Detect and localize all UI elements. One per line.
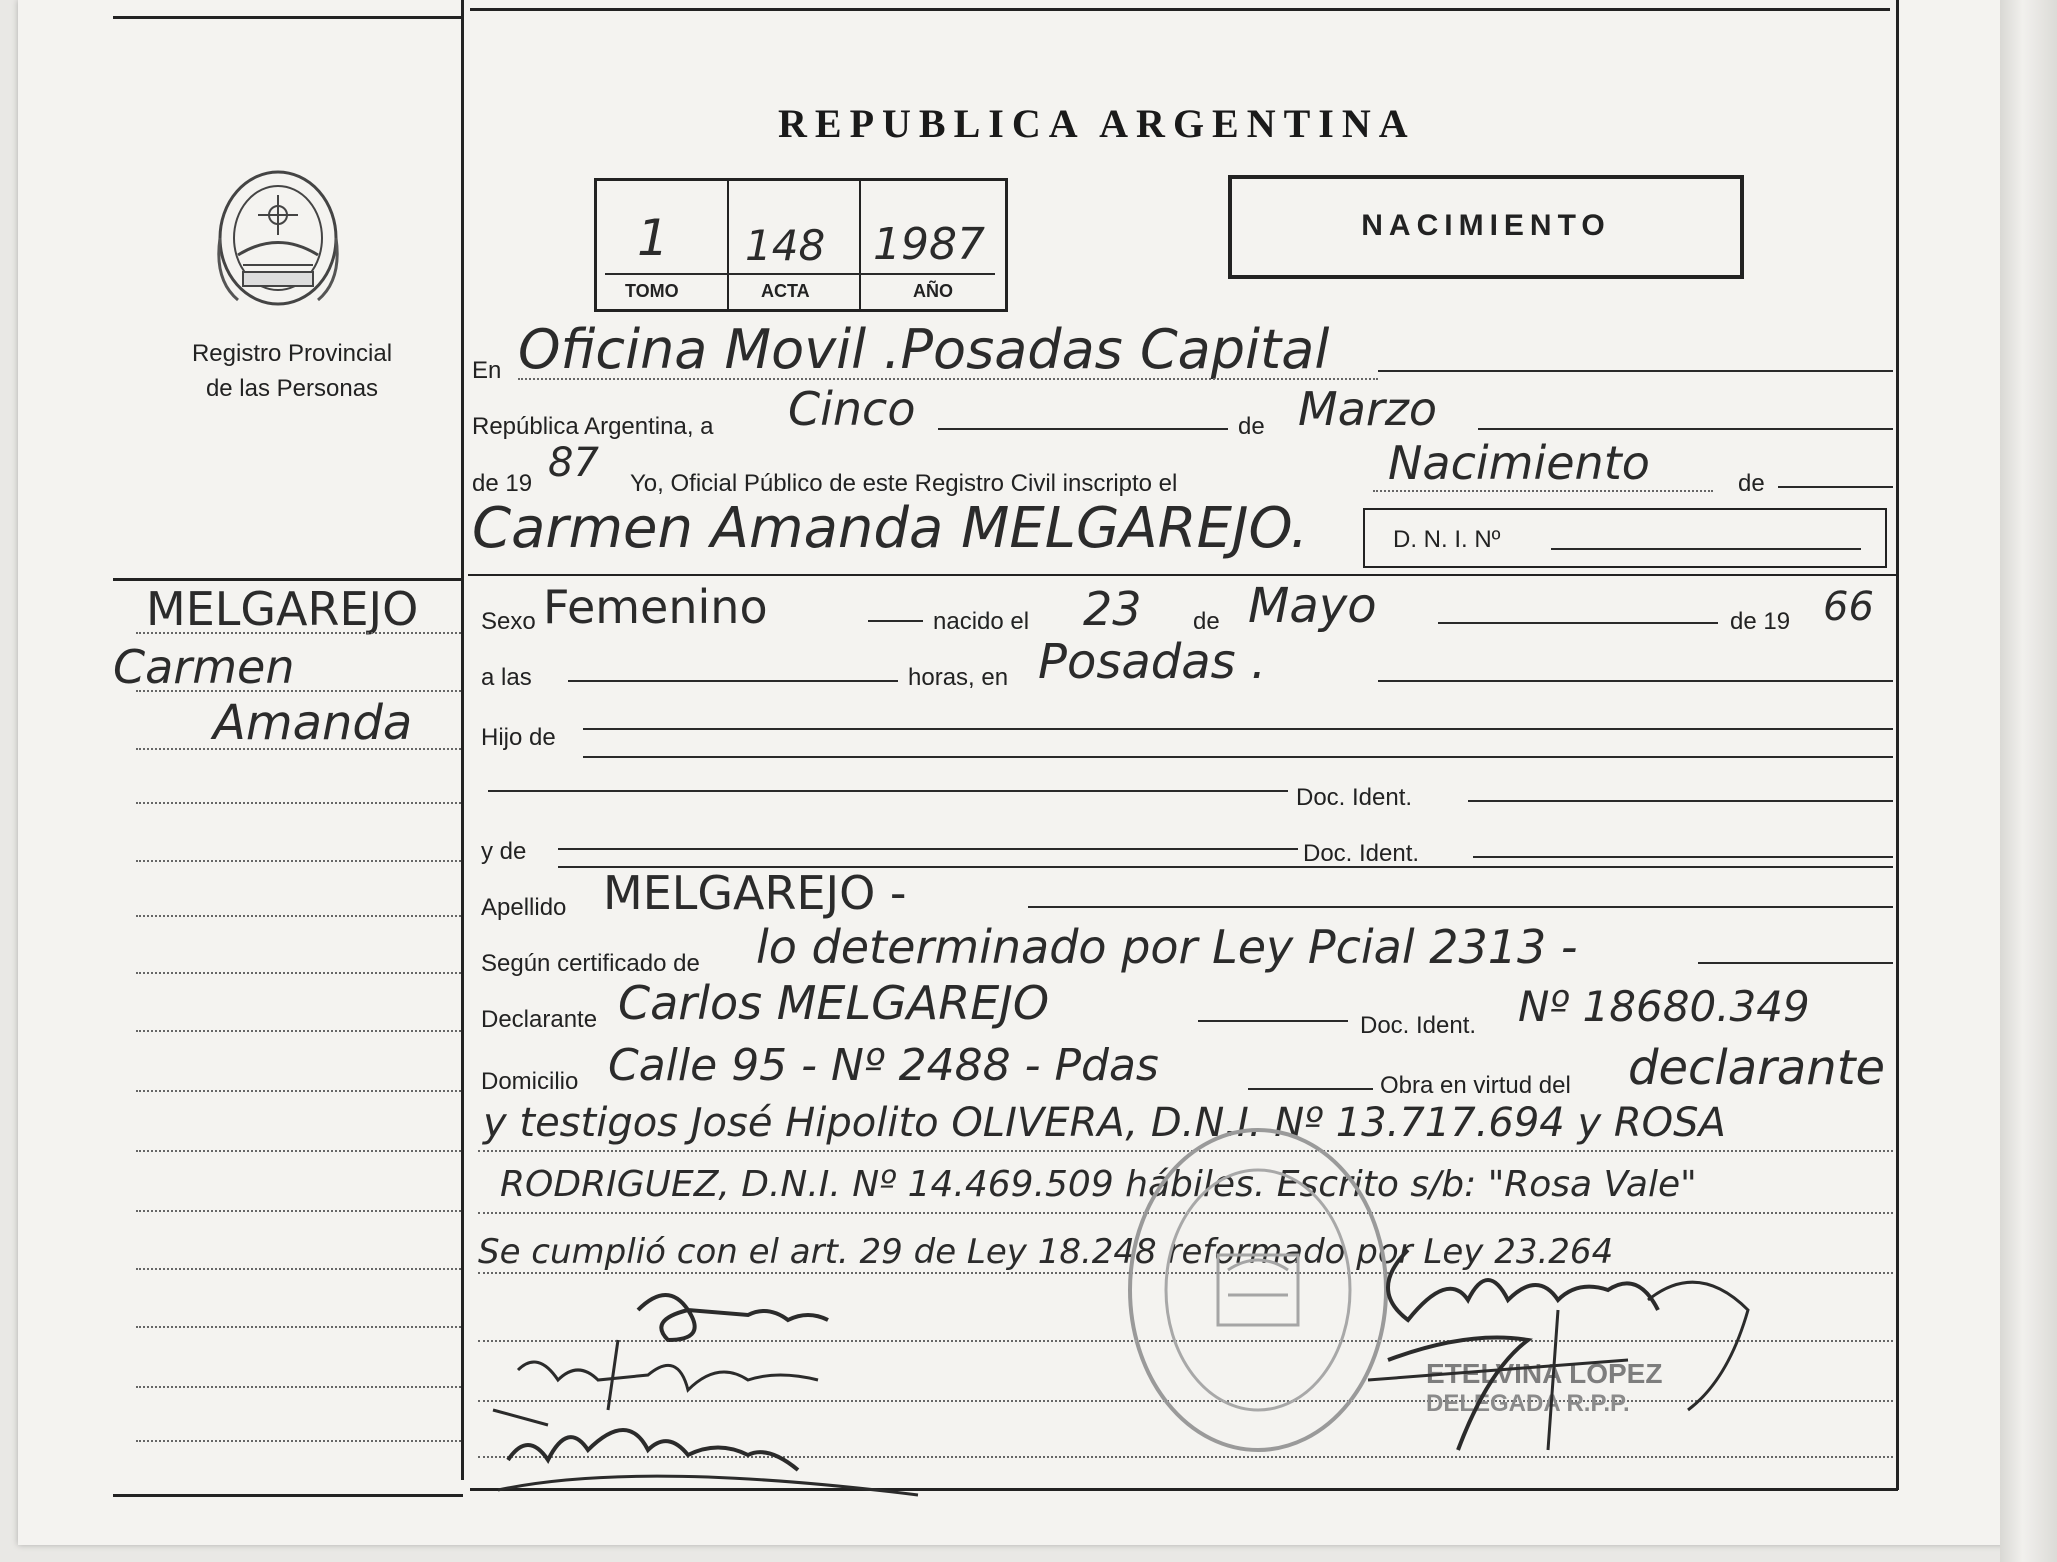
doc-ident-label-1: Doc. Ident.	[1296, 784, 1413, 811]
official-signature-icon	[1348, 1210, 1768, 1470]
day-written: Cinco	[788, 382, 916, 436]
registry-name-line1: Registro Provincial	[191, 340, 393, 367]
tomo-label: TOMO	[625, 281, 679, 301]
province-seal-icon	[208, 160, 348, 315]
official-stamp-title: DELEGADA R.P.P.	[1426, 1390, 1630, 1417]
sexo-label: Sexo	[481, 608, 536, 635]
a-las-label: a las	[481, 664, 532, 691]
year-prefix: de 19	[472, 470, 533, 497]
event-value: Nacimiento	[1388, 436, 1650, 490]
acta-label: ACTA	[761, 281, 810, 301]
place-value: Oficina Movil .Posadas Capital	[518, 318, 1330, 381]
obra-label: Obra en virtud del	[1380, 1072, 1571, 1099]
page-title: REPUBLICA ARGENTINA	[778, 101, 1416, 146]
sexo-value: Femenino	[543, 580, 768, 634]
margin-first-name: Carmen	[113, 640, 295, 694]
right-border	[1896, 0, 1899, 1490]
ano-value: 1987	[873, 219, 985, 270]
de-label-1: de	[1238, 413, 1265, 440]
declarante-label: Declarante	[481, 1006, 598, 1033]
de-label-2: de	[1738, 470, 1765, 497]
birth-year-suffix: 66	[1823, 584, 1874, 630]
top-rule-right	[470, 8, 1890, 11]
birth-place: Posadas .	[1038, 634, 1267, 690]
full-name: Carmen Amanda MELGAREJO.	[472, 496, 1309, 561]
record-type: NACIMIENTO	[1361, 209, 1611, 242]
birth-year-prefix: de 19	[1730, 608, 1791, 635]
month-written: Marzo	[1298, 382, 1438, 436]
apellido-value: MELGAREJO -	[603, 866, 907, 920]
declarante-value: Carlos MELGAREJO	[618, 976, 1050, 1030]
domicilio-value: Calle 95 - Nº 2488 - Pdas	[608, 1040, 1159, 1091]
ano-label: AÑO	[913, 281, 953, 301]
birth-day: 23	[1083, 582, 1142, 636]
segun-value: lo determinado por Ley Pcial 2313 -	[756, 920, 1578, 974]
birth-certificate-page	[18, 0, 2018, 1545]
record-number-box	[594, 178, 1008, 312]
doc-ident-label-2: Doc. Ident.	[1303, 840, 1420, 867]
top-rule-left	[113, 16, 463, 19]
registry-name-line2: de las Personas	[205, 375, 379, 402]
margin-surname: MELGAREJO	[146, 582, 419, 636]
testigos-line-2: RODRIGUEZ, D.N.I. Nº 14.469.509 hábiles. Escrito s/b: "Rosa Vale"	[500, 1164, 1697, 1205]
birth-month: Mayo	[1248, 578, 1377, 634]
horas-label: horas, en	[908, 664, 1009, 691]
nacido-label: nacido el	[933, 608, 1030, 635]
acta-value: 148	[745, 221, 826, 270]
apellido-label: Apellido	[481, 894, 567, 921]
oficial-text: Yo, Oficial Público de este Registro Civil inscripto el	[630, 470, 1178, 497]
dni-label: D. N. I. Nº	[1393, 526, 1501, 553]
republica-label: República Argentina, a	[472, 413, 714, 440]
testigos-line-1: y testigos José Hipolito OLIVERA, D.N.I. Nº 13.717.694 y ROSA	[483, 1100, 1726, 1146]
en-label: En	[472, 357, 502, 384]
tomo-value: 1	[637, 209, 669, 267]
segun-label: Según certificado de	[481, 950, 700, 977]
book-page-edge	[2000, 0, 2057, 1562]
margin-divider	[461, 0, 464, 1480]
witness-signatures-icon	[488, 1280, 968, 1520]
margin-middle-name: Amanda	[213, 695, 413, 751]
y-de-label: y de	[481, 838, 527, 865]
official-stamp-name: ETELVINA LOPEZ	[1426, 1358, 1663, 1389]
cumplio-line: Se cumplió con el art. 29 de Ley 18.248 reformado por Ley 23.264	[478, 1232, 1614, 1272]
obra-value: declarante	[1628, 1040, 1886, 1096]
domicilio-label: Domicilio	[481, 1068, 579, 1095]
year-suffix: 87	[548, 440, 599, 486]
dni-box	[1363, 508, 1887, 568]
record-type-box	[1228, 175, 1744, 279]
de-label-3: de	[1193, 608, 1220, 635]
declarante-doc: Nº 18680.349	[1518, 982, 1810, 1031]
doc-ident-label-3: Doc. Ident.	[1360, 1012, 1477, 1039]
hijo-label: Hijo de	[481, 724, 556, 751]
